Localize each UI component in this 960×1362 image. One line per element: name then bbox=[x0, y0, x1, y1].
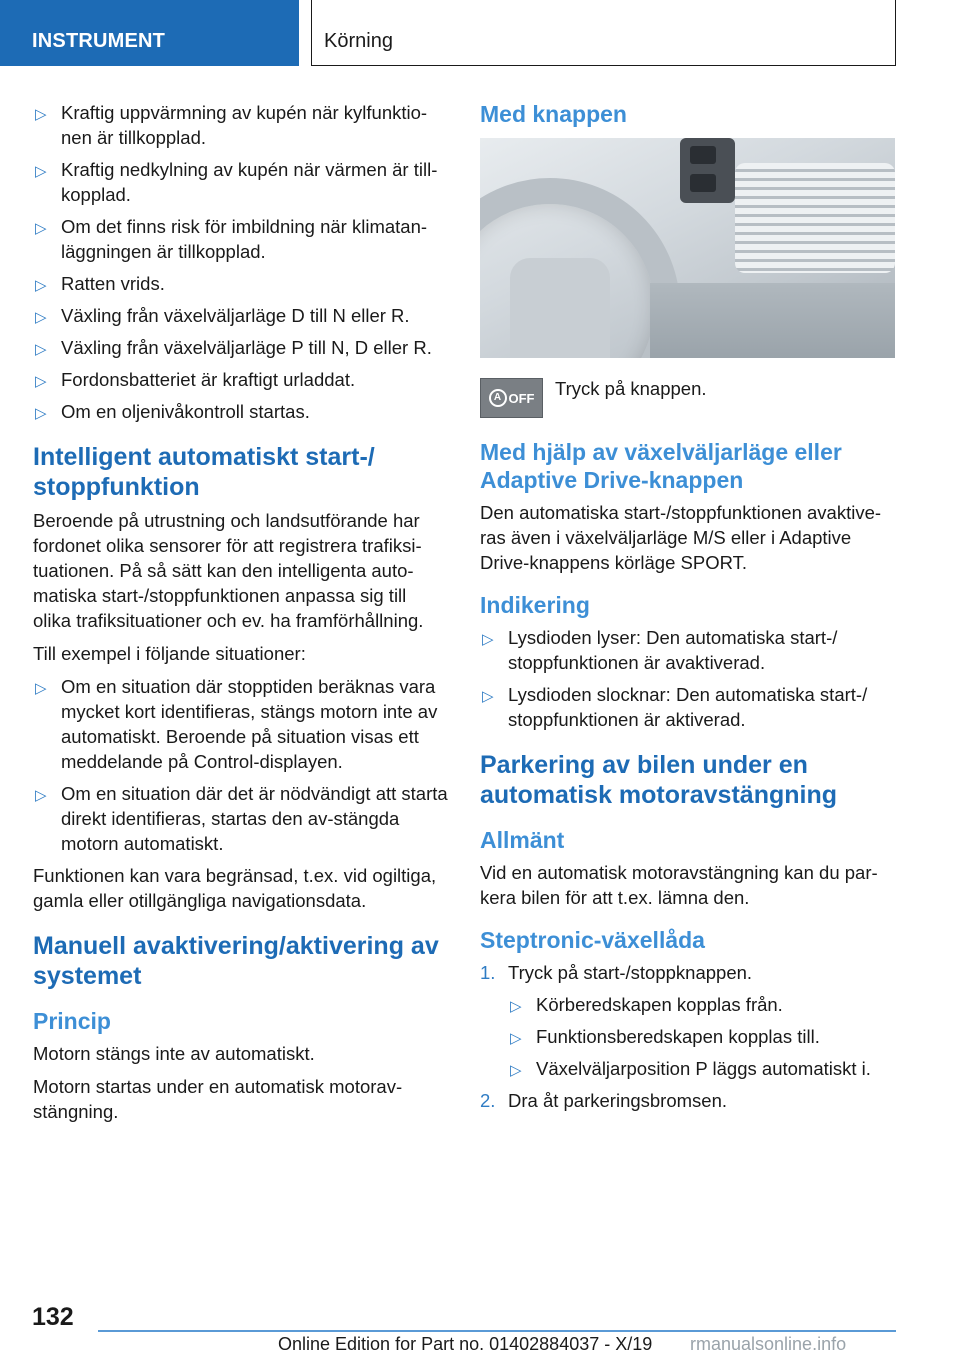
indicator-list bbox=[480, 625, 898, 732]
chapter-box bbox=[311, 0, 896, 66]
step-list bbox=[480, 1088, 898, 1113]
list-item: ▷ Om en situation där det är nödvändigt att starta direkt identifieras, startas den av-stängda motorn automatiskt. bbox=[35, 783, 448, 854]
paragraph-princip-2: Motorn startas under en automatisk motorav-stängning. bbox=[33, 1076, 403, 1122]
auto-start-stop-button-shape bbox=[690, 174, 716, 192]
list-item: ▷ Lysdioden slocknar: Den automatiska start-/ stoppfunktionen är aktiverad. bbox=[482, 684, 868, 730]
paragraph-allmant: Vid en automatisk motoravstängning kan du par-kera bilen för att t.ex. lämna den. bbox=[480, 862, 878, 908]
auto-start-stop-off-icon: A OFF bbox=[480, 378, 543, 418]
paragraph-limited: Funktionen kan vara begränsad, t.ex. vid ogiltiga, gamla eller otillgängliga navigationsdata. bbox=[33, 865, 437, 911]
triangle-bullet-icon: ▷ bbox=[35, 680, 47, 697]
right-column bbox=[480, 100, 898, 1120]
situation-list bbox=[33, 674, 448, 856]
heading-vaxel: Med hjälp av växelväljarläge eller Adaptive Drive-knappen bbox=[480, 439, 842, 493]
heading-steptronic: Steptronic-växellåda bbox=[480, 927, 705, 953]
list-item: ▷ Körberedskapen kopplas från. bbox=[508, 992, 898, 1017]
list-item: ▷ Kraftig nedkylning av kupén när värmen är till-kopplad. bbox=[35, 159, 438, 205]
step-item: 2. Dra åt parkeringsbromsen. bbox=[480, 1090, 728, 1111]
section-tab bbox=[0, 0, 299, 66]
triangle-bullet-icon: ▷ bbox=[35, 277, 47, 294]
paragraph-example: Till exempel i följande situationer: bbox=[33, 643, 306, 664]
list-item: ▷ Om en oljenivåkontroll startas. bbox=[33, 399, 448, 424]
footer-edition: Online Edition for Part no. 01402884037 - X/19 bbox=[278, 1334, 653, 1354]
heading-med-knappen: Med knappen bbox=[480, 101, 627, 127]
triangle-bullet-icon: ▷ bbox=[35, 220, 47, 237]
list-item: ▷ Fordonsbatteriet är kraftigt urladdat. bbox=[33, 367, 448, 392]
heading-indikering: Indikering bbox=[480, 592, 590, 618]
triangle-bullet-icon: ▷ bbox=[35, 163, 47, 180]
list-item: ▷ Lysdioden lyser: Den automatiska start-/ stoppfunktionen är avaktiverad. bbox=[482, 627, 838, 673]
step-list bbox=[480, 960, 898, 985]
triangle-bullet-icon: ▷ bbox=[35, 309, 47, 326]
triangle-bullet-icon: ▷ bbox=[35, 787, 47, 804]
footer-watermark: rmanualsonline.info bbox=[690, 1334, 847, 1354]
start-stop-button-shape bbox=[690, 146, 716, 164]
triangle-bullet-icon: ▷ bbox=[35, 106, 47, 123]
triangle-bullet-icon: ▷ bbox=[510, 1062, 522, 1079]
section-title: INSTRUMENT bbox=[32, 30, 166, 52]
triangle-bullet-icon: ▷ bbox=[510, 998, 522, 1015]
paragraph-intelligent: Beroende på utrustning och landsutförande har fordonet olika sensorer för att registrera trafiksi-tuationen. På så sätt kan den intelligenta auto-matiska start-/stoppfunktionen anpassa sig till olika trafiksituationer och ev. ha framförhållning. bbox=[33, 510, 424, 631]
heading-parkering: Parkering av bilen under en automatisk motoravstängning bbox=[480, 751, 837, 809]
heading-intelligent: Intelligent automatiskt start-/ stoppfunktion bbox=[33, 443, 375, 501]
triangle-bullet-icon: ▷ bbox=[510, 1030, 522, 1047]
instruction-text: Tryck på knappen. bbox=[555, 378, 707, 399]
sub-step-list bbox=[508, 992, 898, 1081]
step-item: 1. Tryck på start-/stoppknappen. bbox=[480, 962, 753, 983]
triangle-bullet-icon: ▷ bbox=[35, 341, 47, 358]
footer-divider bbox=[98, 1330, 896, 1332]
left-column bbox=[33, 100, 448, 1132]
list-item: ▷ Funktionsberedskapen kopplas till. bbox=[508, 1024, 898, 1049]
paragraph-princip-1: Motorn stängs inte av automatiskt. bbox=[33, 1043, 315, 1064]
heading-allmant: Allmänt bbox=[480, 827, 565, 853]
paragraph-vaxel: Den automatiska start-/stoppfunktionen avaktive-ras även i växelväljarläge M/S eller i Adaptive Drive-knappens körläge SPORT. bbox=[480, 502, 882, 573]
list-item: ▷ Växling från växelväljarläge D till N eller R. bbox=[33, 303, 448, 328]
dashboard-photo bbox=[480, 138, 895, 358]
air-vent-shape bbox=[735, 163, 895, 273]
page-number: 132 bbox=[32, 1303, 74, 1331]
center-stack-shape bbox=[650, 283, 895, 358]
heading-princip: Princip bbox=[33, 1008, 111, 1034]
steering-hub-shape bbox=[510, 258, 610, 358]
triangle-bullet-icon: ▷ bbox=[35, 405, 47, 422]
list-item: ▷ Om det finns risk för imbildning när klimatan-läggningen är tillkopplad. bbox=[35, 216, 428, 262]
heading-manual: Manuell avaktivering/aktivering av systemet bbox=[33, 932, 439, 990]
list-item: ▷ Kraftig uppvärmning av kupén när kylfunktio-nen är tillkopplad. bbox=[35, 102, 428, 148]
button-instruction bbox=[480, 378, 898, 418]
list-item: ▷ Växelväljarposition P läggs automatiskt i. bbox=[508, 1056, 898, 1081]
triangle-bullet-icon: ▷ bbox=[35, 373, 47, 390]
list-item: ▷ Om en situation där stopptiden beräknas vara mycket kort identifieras, stängs motorn inte av automatiskt. Beroende på situation visas ett meddelande på Control-displayen. bbox=[35, 676, 438, 772]
triangle-bullet-icon: ▷ bbox=[482, 688, 494, 705]
list-item: ▷ Ratten vrids. bbox=[33, 271, 448, 296]
chapter-title: Körning bbox=[324, 30, 393, 52]
condition-list bbox=[33, 100, 448, 424]
triangle-bullet-icon: ▷ bbox=[482, 631, 494, 648]
list-item: ▷ Växling från växelväljarläge P till N, D eller R. bbox=[33, 335, 448, 360]
